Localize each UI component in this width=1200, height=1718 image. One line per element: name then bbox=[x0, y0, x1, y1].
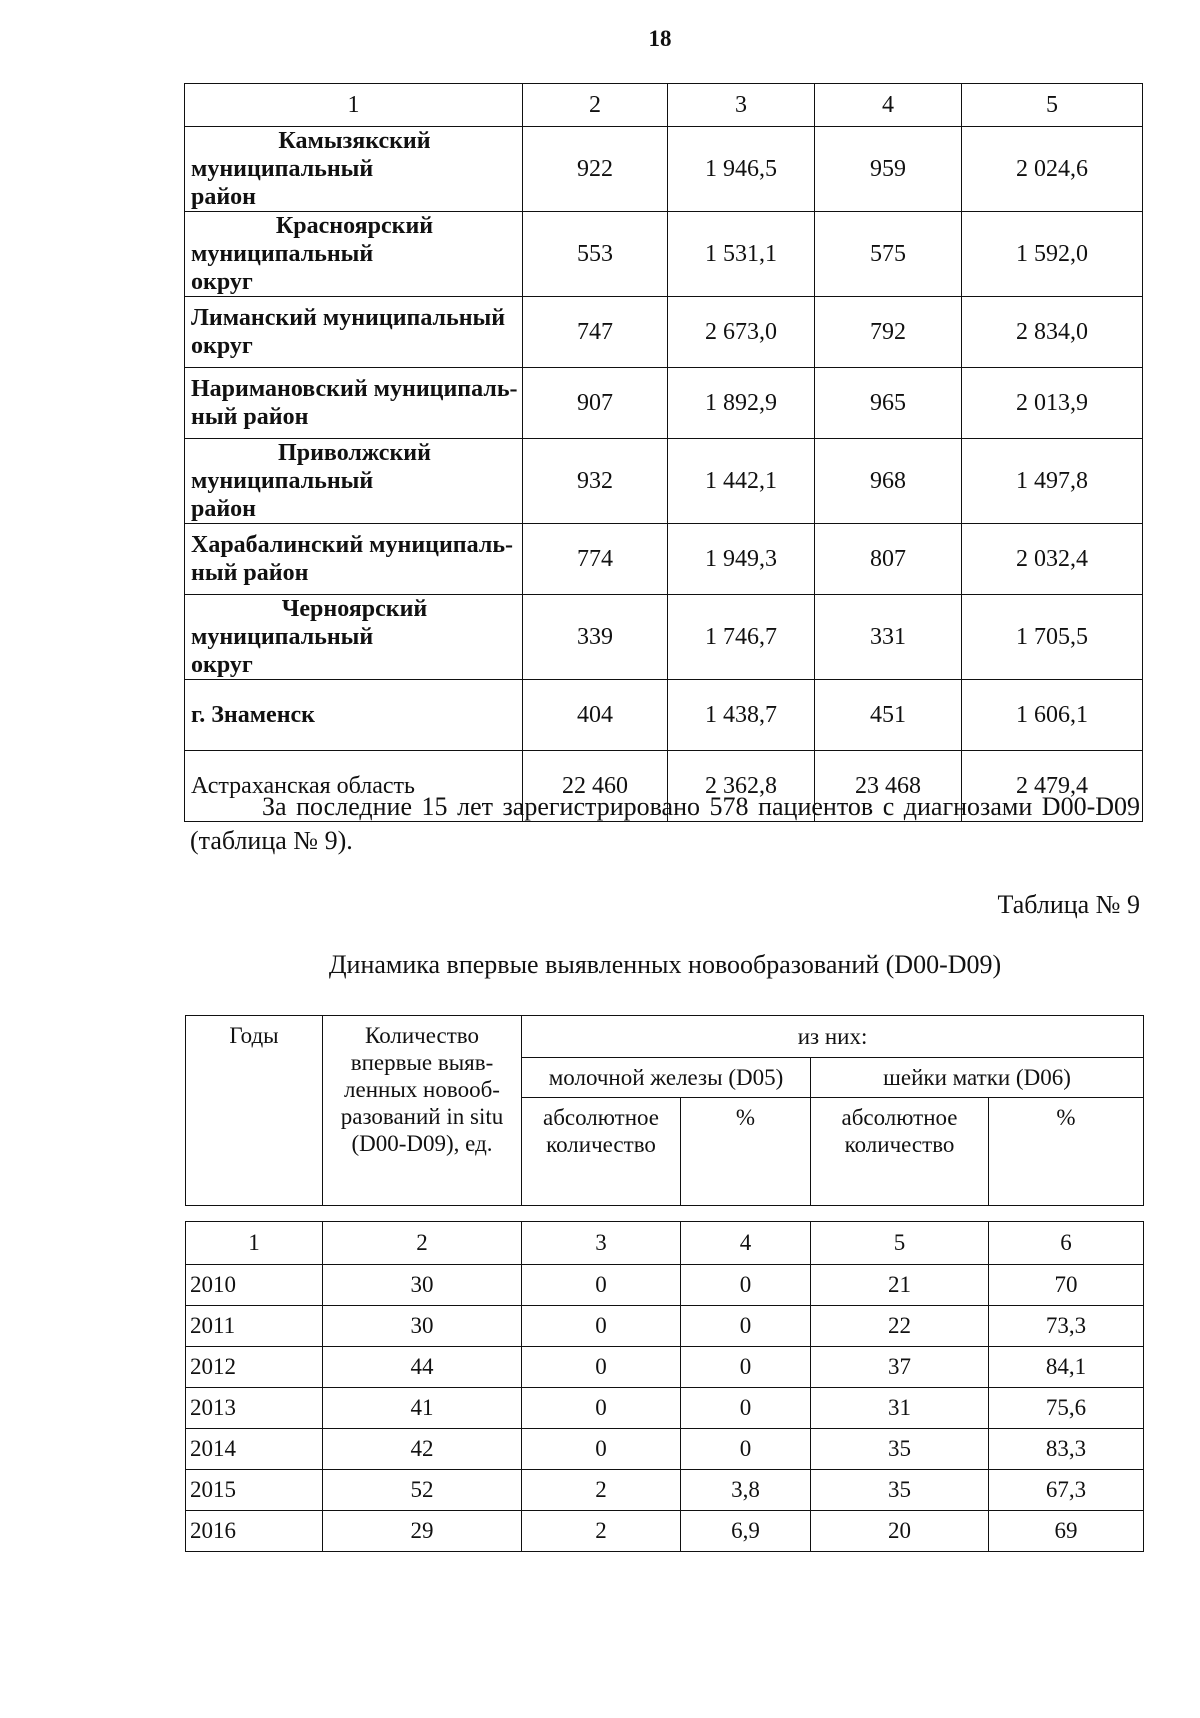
table-cell: 23 468 bbox=[815, 751, 962, 822]
table-cell: 965 bbox=[815, 368, 962, 439]
table-cell: 1 892,9 bbox=[668, 368, 815, 439]
table-cell: 31 bbox=[811, 1388, 989, 1429]
table-cell: 83,3 bbox=[989, 1429, 1144, 1470]
column-index: 5 bbox=[962, 84, 1143, 127]
year-cell: 2013 bbox=[186, 1388, 323, 1429]
table-row bbox=[186, 1511, 1144, 1552]
table-cell: 907 bbox=[523, 368, 668, 439]
district-name: г. Знаменск bbox=[185, 680, 523, 751]
table-cell: 331 bbox=[815, 595, 962, 680]
table-cell: 37 bbox=[811, 1347, 989, 1388]
table-row bbox=[185, 680, 1143, 751]
table-cell: 932 bbox=[523, 439, 668, 524]
table-9-body bbox=[185, 1221, 1144, 1552]
table-cell: 44 bbox=[323, 1347, 522, 1388]
header-breast: молочной железы (D05) bbox=[522, 1058, 811, 1098]
table-cell: 2 bbox=[522, 1511, 681, 1552]
table-row bbox=[186, 1429, 1144, 1470]
table-cell: 1 949,3 bbox=[668, 524, 815, 595]
year-cell: 2016 bbox=[186, 1511, 323, 1552]
district-name: Харабалинский муниципаль- ный район bbox=[185, 524, 523, 595]
year-cell: 2015 bbox=[186, 1470, 323, 1511]
table-cell: 2 673,0 bbox=[668, 297, 815, 368]
district-name: Лиманский муниципальный округ bbox=[185, 297, 523, 368]
column-index: 2 bbox=[523, 84, 668, 127]
table-cell: 922 bbox=[523, 127, 668, 212]
table-cell: 451 bbox=[815, 680, 962, 751]
table-cell: 1 442,1 bbox=[668, 439, 815, 524]
column-index: 3 bbox=[522, 1222, 681, 1265]
table-cell: 1 705,5 bbox=[962, 595, 1143, 680]
table-cell: 0 bbox=[522, 1429, 681, 1470]
table-cell: 1 606,1 bbox=[962, 680, 1143, 751]
column-index: 1 bbox=[186, 1222, 323, 1265]
table-row bbox=[186, 1388, 1144, 1429]
table-cell: 6,9 bbox=[681, 1511, 811, 1552]
table-9-header bbox=[185, 1015, 1144, 1206]
year-cell: 2014 bbox=[186, 1429, 323, 1470]
table-cell: 2 362,8 bbox=[668, 751, 815, 822]
table-cell: 30 bbox=[323, 1265, 522, 1306]
table-caption: Таблица № 9 bbox=[997, 890, 1140, 919]
table-cell: 1 497,8 bbox=[962, 439, 1143, 524]
table-cell: 0 bbox=[681, 1265, 811, 1306]
table-cell: 22 460 bbox=[523, 751, 668, 822]
table-cell: 3,8 bbox=[681, 1470, 811, 1511]
column-index: 3 bbox=[668, 84, 815, 127]
page-number: 18 bbox=[648, 26, 672, 51]
table-cell: 35 bbox=[811, 1429, 989, 1470]
column-index: 4 bbox=[681, 1222, 811, 1265]
table-cell: 22 bbox=[811, 1306, 989, 1347]
table-row bbox=[185, 297, 1143, 368]
table-cell: 20 bbox=[811, 1511, 989, 1552]
table-cell: 747 bbox=[523, 297, 668, 368]
table-cell: 404 bbox=[523, 680, 668, 751]
header-percent: % bbox=[681, 1098, 811, 1206]
table-cell: 0 bbox=[522, 1347, 681, 1388]
header-percent: % bbox=[989, 1098, 1144, 1206]
table-cell: 959 bbox=[815, 127, 962, 212]
table-cell: 575 bbox=[815, 212, 962, 297]
table-cell: 2 032,4 bbox=[962, 524, 1143, 595]
table-row bbox=[185, 127, 1143, 212]
table-cell: 1 531,1 bbox=[668, 212, 815, 297]
table-row bbox=[185, 595, 1143, 680]
table-cell: 41 bbox=[323, 1388, 522, 1429]
table-cell: 2 479,4 bbox=[962, 751, 1143, 822]
district-statistics-table bbox=[184, 83, 1143, 822]
column-index: 6 bbox=[989, 1222, 1144, 1265]
table-row bbox=[186, 1470, 1144, 1511]
district-name: Красноярский муниципальный округ bbox=[185, 212, 523, 297]
region-name: Астраханская область bbox=[185, 751, 523, 822]
table-cell: 0 bbox=[681, 1347, 811, 1388]
table-row bbox=[186, 1265, 1144, 1306]
table-row bbox=[186, 1347, 1144, 1388]
table-cell: 553 bbox=[523, 212, 668, 297]
header-of-them: из них: bbox=[522, 1016, 1144, 1058]
table-cell: 0 bbox=[681, 1306, 811, 1347]
table-cell: 21 bbox=[811, 1265, 989, 1306]
table-row bbox=[186, 1306, 1144, 1347]
table-row bbox=[185, 212, 1143, 297]
table-index-row bbox=[186, 1222, 1144, 1265]
column-index: 1 bbox=[185, 84, 523, 127]
table-cell: 792 bbox=[815, 297, 962, 368]
district-name: Черноярский муниципальный округ bbox=[185, 595, 523, 680]
table-header-row bbox=[185, 84, 1143, 127]
header-cervix: шейки матки (D06) bbox=[811, 1058, 1144, 1098]
table-cell: 52 bbox=[323, 1470, 522, 1511]
body-paragraph: За последние 15 лет зарегистрировано 578 пациентов с диагнозами D00-D09 (таблица № 9). bbox=[190, 792, 1140, 855]
district-name: Наримановский муниципаль- ный район bbox=[185, 368, 523, 439]
table-cell: 0 bbox=[522, 1265, 681, 1306]
table-cell: 67,3 bbox=[989, 1470, 1144, 1511]
table-cell: 1 592,0 bbox=[962, 212, 1143, 297]
column-index: 4 bbox=[815, 84, 962, 127]
table-cell: 70 bbox=[989, 1265, 1144, 1306]
table-cell: 0 bbox=[522, 1388, 681, 1429]
table-cell: 84,1 bbox=[989, 1347, 1144, 1388]
table-row bbox=[185, 439, 1143, 524]
header-years: Годы bbox=[186, 1016, 323, 1206]
table-cell: 75,6 bbox=[989, 1388, 1144, 1429]
header-count: Количество впервые выяв-ленных новооб-разований in situ (D00-D09), ед. bbox=[323, 1016, 522, 1206]
table-cell: 30 bbox=[323, 1306, 522, 1347]
table-cell: 42 bbox=[323, 1429, 522, 1470]
table-title: Динамика впервые выявленных новообразований (D00-D09) bbox=[328, 950, 1002, 979]
table-cell: 968 bbox=[815, 439, 962, 524]
table-cell: 2 024,6 bbox=[962, 127, 1143, 212]
table-cell: 29 bbox=[323, 1511, 522, 1552]
header-absolute: абсолютное количество bbox=[522, 1098, 681, 1206]
district-name: Камызякский муниципальный район bbox=[185, 127, 523, 212]
year-cell: 2011 bbox=[186, 1306, 323, 1347]
table-cell: 774 bbox=[523, 524, 668, 595]
table-cell: 339 bbox=[523, 595, 668, 680]
table-cell: 0 bbox=[681, 1429, 811, 1470]
table-cell: 1 438,7 bbox=[668, 680, 815, 751]
column-index: 2 bbox=[323, 1222, 522, 1265]
table-cell: 0 bbox=[522, 1306, 681, 1347]
table-row bbox=[185, 368, 1143, 439]
table-cell: 1 746,7 bbox=[668, 595, 815, 680]
column-index: 5 bbox=[811, 1222, 989, 1265]
table-cell: 807 bbox=[815, 524, 962, 595]
table-cell: 1 946,5 bbox=[668, 127, 815, 212]
table-row bbox=[185, 524, 1143, 595]
table-cell: 2 013,9 bbox=[962, 368, 1143, 439]
table-cell: 2 834,0 bbox=[962, 297, 1143, 368]
header-absolute: абсолютное количество bbox=[811, 1098, 989, 1206]
table-cell: 35 bbox=[811, 1470, 989, 1511]
district-name: Приволжский муниципальный район bbox=[185, 439, 523, 524]
year-cell: 2010 bbox=[186, 1265, 323, 1306]
table-cell: 69 bbox=[989, 1511, 1144, 1552]
table-cell: 73,3 bbox=[989, 1306, 1144, 1347]
year-cell: 2012 bbox=[186, 1347, 323, 1388]
table-cell: 0 bbox=[681, 1388, 811, 1429]
table-cell: 2 bbox=[522, 1470, 681, 1511]
